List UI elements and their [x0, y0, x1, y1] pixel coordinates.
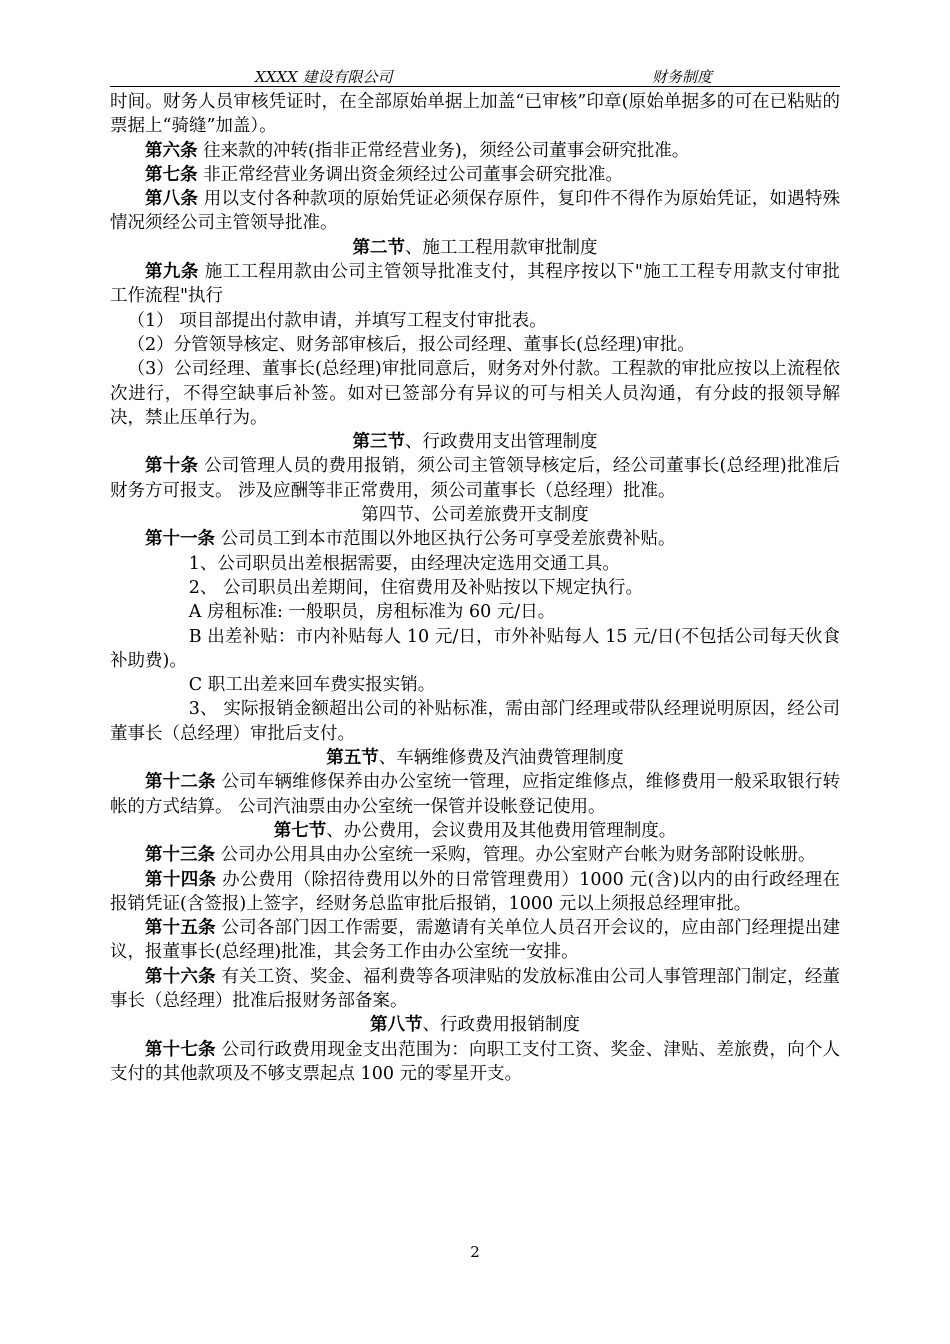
paragraph-text: C 职工出差来回车费实报实销。: [188, 675, 436, 696]
paragraph: [110, 139, 840, 163]
article-label: 第十二条: [145, 772, 216, 793]
paragraph-text: 、施工工程用款审批制度: [405, 237, 598, 258]
paragraph: [110, 333, 840, 357]
paragraph-text: 公司办公用具由办公室统一采购，管理。办公室财产台帐为财务部附设帐册。: [215, 845, 816, 866]
paragraph-text: 往来款的冲转(指非正常经营业务)，须经公司董事会研究批准。: [197, 140, 690, 161]
paragraph-text: 、车辆维修费及汽油费管理制度: [378, 748, 624, 769]
paragraph: [110, 187, 840, 236]
paragraph-text: 、办公费用，会议费用及其他费用管理制度。: [326, 820, 677, 841]
paragraph-text: 时间。财务人员审核凭证时，在全部原始单据上加盖“已审核”印章(原始单据多的可在已粘贴的票据上“骑缝”加盖）。: [110, 92, 840, 137]
article-label: 第十四条: [145, 869, 217, 890]
paragraph-text: 3、 实际报销金额超出公司的补贴标准，需由部门经理或带队经理说明原因，经公司董事长（总经理）审批后支付。: [110, 699, 840, 744]
paragraph: [110, 843, 840, 867]
article-label: 第七节: [273, 820, 327, 841]
article-label: 第八节: [370, 1015, 423, 1036]
section-heading: [110, 503, 840, 527]
paragraph-text: A 房租标准: 一般职员，房租标准为 60 元/日。: [188, 602, 556, 623]
article-label: 第十条: [145, 456, 199, 477]
paragraph-text: （3）公司经理、董事长(总经理)审批同意后，财务对外付款。工程款的审批应按以上流程依次进行，不得空缺事后补签。如对已签部分有异议的可与相关人员沟通，有分歧的报领导解决，禁止压单行为。: [110, 359, 840, 428]
paragraph: [110, 527, 840, 551]
paragraph: [110, 90, 840, 139]
paragraph: [110, 770, 840, 819]
section-heading: [110, 819, 840, 843]
article-label: 第十三条: [145, 845, 215, 866]
article-label: 第二节: [352, 237, 405, 258]
article-label: 第八条: [145, 189, 199, 210]
article-label: 第十五条: [145, 918, 216, 939]
paragraph: [110, 576, 840, 600]
paragraph-text: 公司行政费用现金支出范围为：向职工支付工资、奖金、津贴、差旅费，向个人支付的其他款项及不够支票起点 100 元的零星开支。: [110, 1039, 841, 1084]
paragraph-text: 用以支付各种款项的原始凭证必须保存原件，复印件不得作为原始凭证，如遇特殊情况须经公司主管领导批准。: [110, 189, 841, 234]
paragraph-text: B 出差补贴：市内补贴每人 10 元/日，市外补贴每人 15 元/日(不包括公司每天伙食补助费)。: [110, 626, 840, 671]
paragraph-text: 2、 公司职员出差期间，住宿费用及补贴按以下规定执行。: [188, 577, 643, 598]
paragraph: [110, 600, 840, 624]
paragraph-text: 公司员工到本市范围以外地区执行公务可享受差旅费补贴。: [215, 529, 676, 550]
article-label: 第三节: [352, 432, 405, 453]
paragraph: [110, 868, 840, 917]
article-label: 第十一条: [145, 529, 215, 550]
paragraph-text: 施工工程用款由公司主管领导批准支付，其程序按以下"施工工程专用款支付审批工作流程"执行: [110, 262, 841, 307]
paragraph: [110, 625, 840, 674]
article-label: 第九条: [145, 262, 199, 283]
paragraph-text: 非正常经营业务调出资金须经过公司董事会研究批准。: [197, 164, 624, 185]
paragraph: [110, 357, 840, 430]
section-heading: [110, 236, 840, 260]
paragraph: [110, 309, 840, 333]
article-label: 第十六条: [145, 966, 216, 987]
paragraph-text: 1、公司职员出差根据需要，由经理决定选用交通工具。: [188, 553, 620, 574]
paragraph: [110, 1038, 840, 1087]
section-heading: [110, 1013, 840, 1037]
paragraph: [110, 916, 840, 965]
header-company: XXXX 建设有限公司: [255, 68, 393, 86]
page-number: 2: [470, 1243, 480, 1261]
article-label: 第七条: [145, 164, 198, 185]
paragraph-text: 办公费用（除招待费用以外的日常管理费用）1000 元(含)以内的由行政经理在报销凭证(含签报)上签字，经财务总监审批后报销，1000 元以上须报总经理审批。: [110, 869, 840, 914]
paragraph-text: 、行政费用支出管理制度: [405, 432, 598, 453]
paragraph-text: 公司管理人员的费用报销，须公司主管领导核定后，经公司董事长(总经理)批准后财务方可报支。 涉及应酬等非正常费用，须公司董事长（总经理）批准。: [110, 456, 840, 501]
paragraph-text: （1） 项目部提出付款申请，并填写工程支付审批表。: [127, 310, 547, 331]
paragraph: [110, 454, 840, 503]
article-label: 第五节: [326, 748, 379, 769]
paragraph: [110, 260, 840, 309]
article-label: 第十七条: [145, 1039, 216, 1060]
paragraph: [110, 673, 840, 697]
article-label: 第六条: [145, 140, 198, 161]
paragraph-text: 有关工资、奖金、福利费等各项津贴的发放标准由公司人事管理部门制定，经董事长（总经理）批准后报财务部备案。: [110, 966, 841, 1011]
header-doc-title: 财务制度: [652, 68, 713, 86]
paragraph-text: （2）分管领导核定、财务部审核后，报公司经理、董事长(总经理)审批。: [127, 334, 695, 355]
document-body: [110, 90, 840, 1086]
paragraph: [110, 552, 840, 576]
paragraph-text: 、行政费用报销制度: [422, 1015, 580, 1036]
section-heading: [110, 746, 840, 770]
paragraph-text: 第四节、公司差旅费开支制度: [361, 505, 589, 526]
paragraph: [110, 965, 840, 1014]
paragraph-text: 公司各部门因工作需要，需邀请有关单位人员召开会议的，应由部门经理提出建议，报董事长(总经理)批准，其会务工作由办公室统一安排。: [110, 918, 841, 963]
section-heading: [110, 430, 840, 454]
paragraph-text: 公司车辆维修保养由办公室统一管理，应指定维修点，维修费用一般采取银行转帐的方式结算。 公司汽油票由办公室统一保管并设帐登记使用。: [110, 772, 841, 817]
page-header: [110, 64, 840, 87]
paragraph: [110, 163, 840, 187]
paragraph: [110, 697, 840, 746]
